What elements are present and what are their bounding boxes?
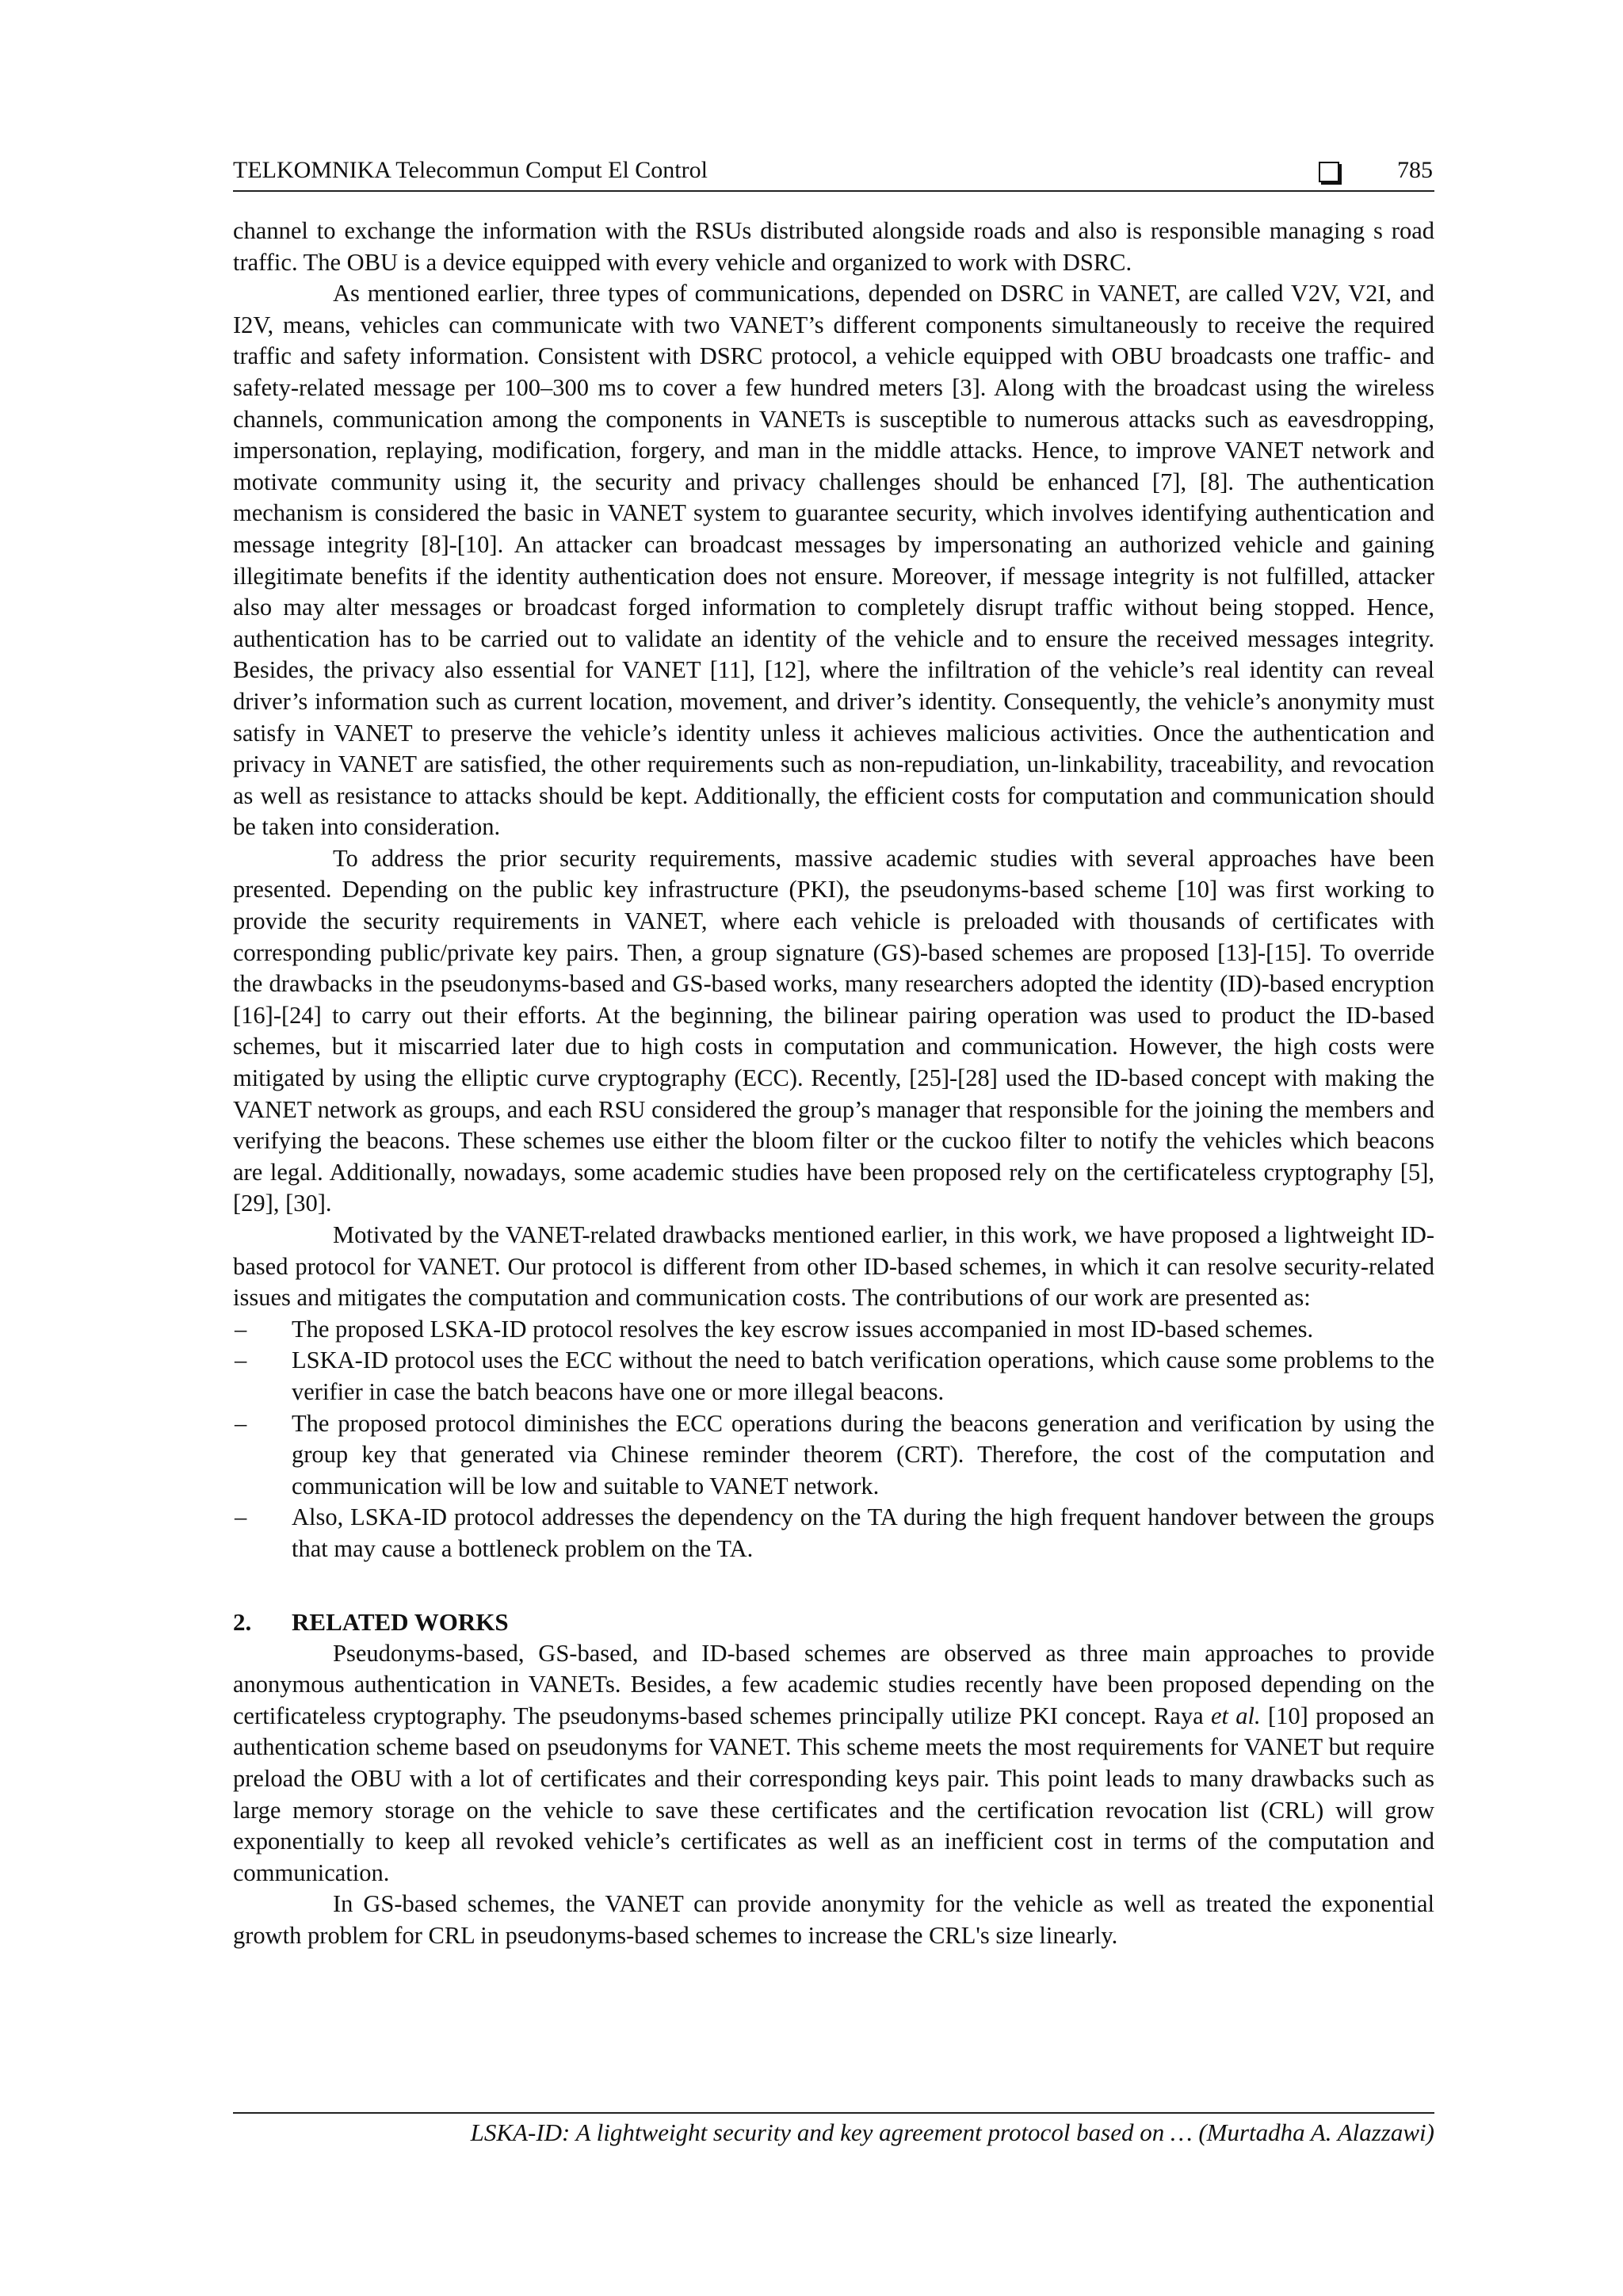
- paragraph-2: As mentioned earlier, three types of communications, depended on DSRC in VANET, are called V2V, V2I, and I2V, means, vehicles can communicate with two VANET’s different components simultaneously to receive the required traffic and safety information. Consistent with DSRC protocol, a vehicle equipped with OBU broadcasts one traffic- and safety-related message per 100‒300 ms to cover a few hundred meters [3]. Along with the broadcast using the wireless channels, communication among the components in VANETs is susceptible to numerous attacks such as eavesdropping, impersonation, replaying, modification, forgery, and man in the middle attacks. Hence, to improve VANET network and motivate community using it, the security and privacy challenges should be enhanced [7], [8]. The authentication mechanism is considered the basic in VANET system to guarantee security, which involves identifying authentication and message integrity [8]-[10]. An attacker can broadcast messages by impersonating an authorized vehicle and gaining illegitimate benefits if the identity authentication does not ensure. Moreover, if message integrity is not fulfilled, attacker also may alter messages or broadcast forged information to completely disrupt traffic without being stopped. Hence, authentication has to be carried out to validate an identity of the vehicle and to ensure the received messages integrity. Besides, the privacy also essential for VANET [11], [12], where the infiltration of the vehicle’s real identity can reveal driver’s information such as current location, movement, and driver’s identity. Consequently, the vehicle’s anonymity must satisfy in VANET to preserve the vehicle’s identity unless it achieves malicious activities. Once the authentication and privacy in VANET are satisfied, the other requirements such as non-repudiation, un-linkability, traceability, and revocation as well as resistance to attacks should be kept. Additionally, the efficient costs for computation and communication should be taken into consideration.: [233, 280, 1434, 841]
- list-dash: –: [235, 1315, 247, 1343]
- list-item-text: LSKA-ID protocol uses the ECC without the need to batch verification operations, which cause some problems to the verifier in case the batch beacons have one or more illegal beacons.: [292, 1347, 1434, 1405]
- paragraph-4: Motivated by the VANET-related drawbacks mentioned earlier, in this work, we have proposed a lightweight ID-based protocol for VANET. Our protocol is different from other ID-based schemes, in which it can resolve security-related issues and mitigates the computation and communication costs. The contributions of our work are presented as:: [233, 1221, 1434, 1312]
- list-dash: –: [235, 1409, 247, 1437]
- section-number: 2.: [233, 1607, 252, 1636]
- citation-etal: et al.: [1210, 1702, 1261, 1729]
- square-bullet-icon: [1319, 162, 1339, 182]
- list-item: [233, 1408, 1434, 1503]
- journal-name: TELKOMNIKA Telecommun Comput El Control: [233, 157, 708, 183]
- related-p1-text: Pseudonyms-based, GS-based, and ID-based schemes are observed as three main approaches to provide anonymous authentication in VANETs. Besides, a few academic studies recently have been proposed depending on the certificateless cryptography. The pseudonyms-based schemes principally utilize PKI concept.: [233, 1639, 1434, 1729]
- body-text: [233, 216, 1434, 1951]
- related-paragraph-1: [233, 1638, 1434, 1889]
- paragraph-3: To address the prior security requirements, massive academic studies with several approaches have been presented. Depending on the public key infrastructure (PKI), the pseudonyms-based scheme [10] was first working to provide the security requirements in VANET, where each vehicle is preloaded with thousands of certificates with corresponding public/private key pairs. Then, a group signature (GS)-based schemes are proposed [13]-[15]. To override the drawbacks in the pseudonyms-based and GS-based works, many researchers adopted the identity (ID)-based encryption [16]-[24] to carry out their efforts. At the beginning, the bilinear pairing operation was used to product the ID-based schemes, but it miscarried later due to high costs in computation and communication. However, the high costs were mitigated by using the elliptic curve cryptography (ECC). Recently, [25]-[28] used the ID-based concept with making the VANET network as groups, and each RSU considered the group’s manager that responsible for the joining the members and verifying the beacons. These schemes use either the bloom filter or the cuckoo filter to notify the vehicles which beacons are legal. Additionally, nowadays, some academic studies have been proposed rely on the certificateless cryptography [5], [29], [30].: [233, 844, 1434, 1217]
- paragraph-1: channel to exchange the information with the RSUs distributed alongside roads and also is responsible managing s road traffic. The OBU is a device equipped with every vehicle and organized to work with DSRC.: [233, 217, 1434, 276]
- related-paragraph-2: In GS-based schemes, the VANET can provide anonymity for the vehicle as well as treated the exponential growth problem for CRL in pseudonyms-based schemes to increase the CRL's size linearly.: [233, 1890, 1434, 1949]
- list-item: [233, 1502, 1434, 1564]
- citation-author: Raya: [1153, 1702, 1204, 1729]
- running-header: [233, 155, 1434, 192]
- list-item: [233, 1314, 1434, 1346]
- list-dash: –: [235, 1503, 247, 1531]
- running-footer: LSKA-ID: A lightweight security and key agreement protocol based on … (Murtadha A. Alazzawi): [233, 2112, 1434, 2147]
- list-item-text: The proposed protocol diminishes the ECC operations during the beacons generation and verification by using the group key that generated via Chinese reminder theorem (CRT). Therefore, the cost of the computation and communication will be low and suitable to VANET network.: [292, 1409, 1434, 1499]
- list-item-text: Also, LSKA-ID protocol addresses the dependency on the TA during the high frequent handover between the groups that may cause a bottleneck problem on the TA.: [292, 1503, 1434, 1562]
- related-p1-rest: [10] proposed an authentication scheme based on pseudonyms for VANET. This scheme meets the most requirements for VANET but require preload the OBU with a lot of certificates and their corresponding keys pair. This point leads to many drawbacks such as large memory storage on the vehicle to save these certificates and the certification revocation list (CRL) will grow exponentially to keep all revoked vehicle’s certificates as well as an inefficient cost in terms of the computation and communication.: [233, 1702, 1434, 1886]
- contributions-list: [233, 1314, 1434, 1565]
- list-dash: –: [235, 1347, 247, 1374]
- list-item: [233, 1345, 1434, 1408]
- list-item-text: The proposed LSKA-ID protocol resolves the key escrow issues accompanied in most ID-based schemes.: [292, 1315, 1314, 1343]
- section-title: RELATED WORKS: [292, 1607, 509, 1636]
- page-number: 785: [1397, 157, 1433, 183]
- section-heading: [233, 1606, 1434, 1638]
